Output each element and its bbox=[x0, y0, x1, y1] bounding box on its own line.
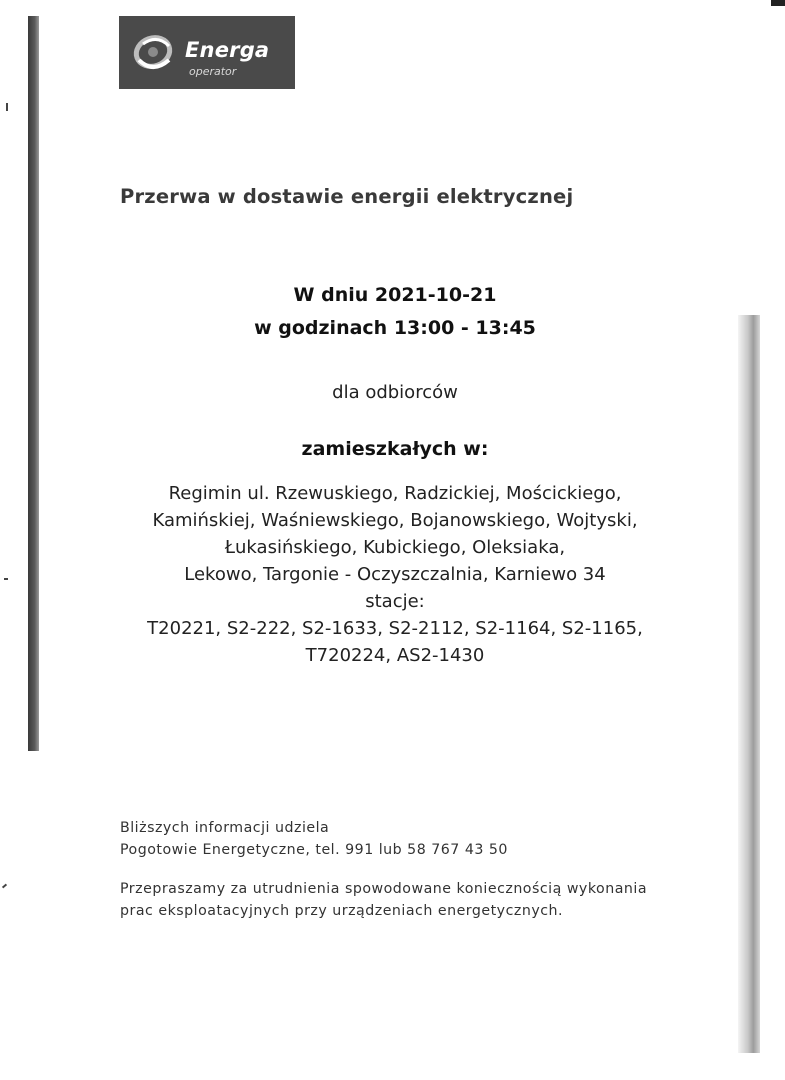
scan-tick-mark bbox=[2, 884, 7, 889]
recipients-label: dla odbiorców bbox=[332, 382, 458, 403]
contact-info-line: Bliższych informacji udziela bbox=[120, 820, 330, 836]
stations-line: T20221, S2-222, S2-1633, S2-2112, S2-1164, S2-1165, bbox=[147, 618, 643, 639]
apology-note bbox=[120, 878, 647, 922]
scan-tick-mark bbox=[6, 103, 8, 111]
scan-tick-mark bbox=[4, 578, 8, 580]
stations-line: T720224, AS2-1430 bbox=[305, 645, 485, 666]
scan-edge-right bbox=[738, 315, 760, 1053]
scan-corner-mark bbox=[771, 0, 785, 6]
energa-logo bbox=[119, 16, 295, 89]
outage-date: W dniu 2021-10-21 bbox=[293, 284, 497, 306]
logo-subtitle: operator bbox=[189, 65, 237, 78]
apology-line: Przepraszamy za utrudnienia spowodowane koniecznością wykonania bbox=[120, 881, 648, 897]
locations-list bbox=[60, 480, 730, 669]
energa-swirl-icon bbox=[131, 30, 179, 76]
location-line: Lekowo, Targonie - Oczyszczalnia, Karniewo 34 bbox=[184, 564, 606, 585]
outage-hours: w godzinach 13:00 - 13:45 bbox=[254, 317, 536, 339]
contact-phone-line: Pogotowie Energetyczne, tel. 991 lub 58 767 43 50 bbox=[120, 842, 508, 858]
location-line: Regimin ul. Rzewuskiego, Radzickiej, Mościckiego, bbox=[168, 483, 622, 504]
page-title: Przerwa w dostawie energii elektrycznej bbox=[120, 185, 574, 208]
scan-edge-left bbox=[28, 16, 39, 751]
contact-info bbox=[120, 817, 508, 861]
stations-label: stacje: bbox=[365, 591, 425, 612]
logo-name: Energa bbox=[185, 38, 270, 62]
location-line: Kamińskiej, Waśniewskiego, Bojanowskiego, Wojtyski, bbox=[152, 510, 638, 531]
residents-heading: zamieszkałych w: bbox=[301, 438, 489, 460]
location-line: Łukasińskiego, Kubickiego, Oleksiaka, bbox=[224, 537, 566, 558]
apology-line: prac eksploatacyjnych przy urządzeniach energetycznych. bbox=[120, 903, 564, 919]
